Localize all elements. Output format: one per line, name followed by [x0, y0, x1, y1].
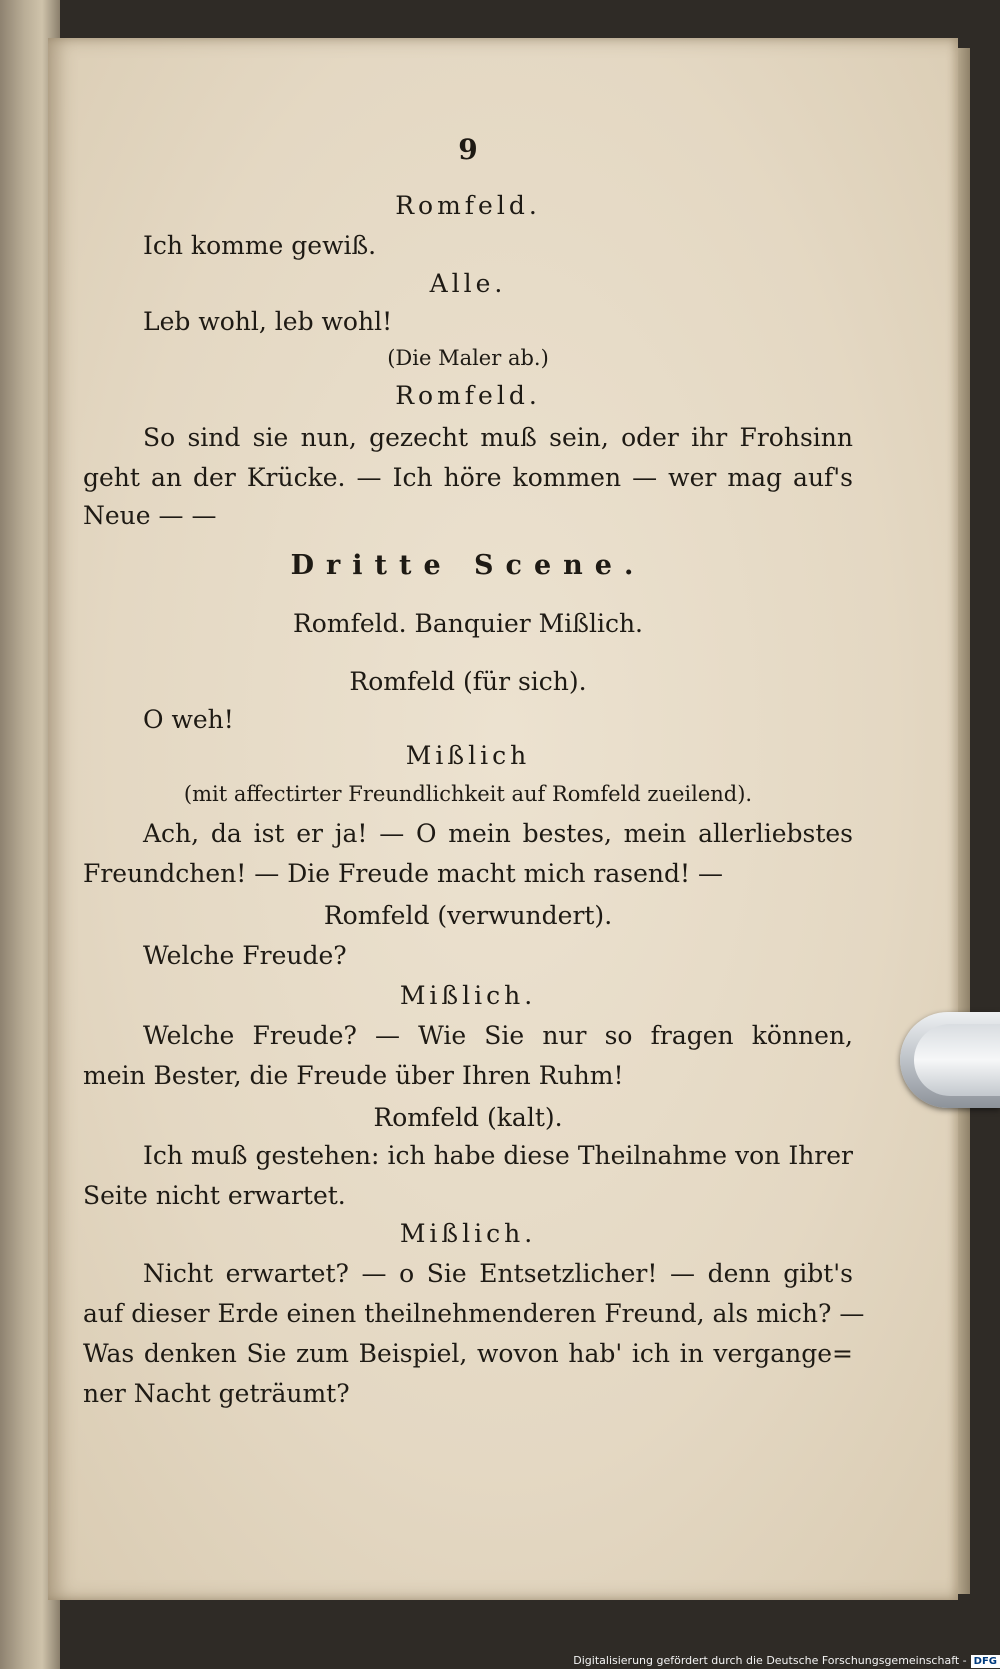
speaker-heading: Mißlich [405, 741, 531, 770]
speaker-heading: Romfeld (für sich). [349, 667, 587, 696]
dialogue-line: mein Bester, die Freude über Ihren Ruhm! [83, 1061, 624, 1090]
dialogue-line: O weh! [143, 705, 234, 734]
dialogue-line: Welche Freude? [143, 941, 347, 970]
page-number: 9 [458, 133, 478, 166]
dialogue-line: geht an der Krücke. — Ich höre kommen — wer mag auf's [83, 463, 853, 492]
dialogue-line: Ach, da ist er ja! — O mein bestes, mein allerliebstes [143, 819, 853, 848]
speaker-heading: Mißlich. [399, 1219, 537, 1248]
digitization-credit [560, 1652, 1000, 1669]
page-stack-edge [958, 48, 970, 1594]
dialogue-line: ner Nacht geträumt? [83, 1379, 350, 1408]
stage-direction: (mit affectirter Freundlichkeit auf Romfeld zueilend). [183, 782, 753, 806]
dialogue-line: Seite nicht erwartet. [83, 1181, 346, 1210]
dialogue-line: Welche Freude? — Wie Sie nur so fragen können, [143, 1021, 853, 1050]
speaker-heading: Romfeld. [395, 381, 541, 410]
dialogue-line: Neue — — [83, 501, 217, 530]
stage-direction: (Die Maler ab.) [387, 346, 549, 370]
credit-text: Digitalisierung gefördert durch die Deutsche Forschungsgemeinschaft - [573, 1654, 967, 1667]
dialogue-line: Freundchen! — Die Freude macht mich rasend! — [83, 859, 723, 888]
dialogue-line: Nicht erwartet? — o Sie Entsetzlicher! — denn gibt's [143, 1259, 853, 1288]
speaker-heading: Romfeld (kalt). [373, 1103, 563, 1132]
scene-heading: Dritte Scene. [290, 550, 646, 581]
speaker-heading: Romfeld (verwundert). [323, 901, 613, 930]
speaker-heading: Mißlich. [399, 981, 537, 1010]
page-clip-highlight [914, 1024, 1000, 1096]
character-list: Romfeld. Banquier Mißlich. [292, 609, 644, 638]
dialogue-line: Ich muß gestehen: ich habe diese Theilnahme von Ihrer [143, 1141, 853, 1170]
dialogue-line: Ich komme gewiß. [143, 231, 377, 260]
dialogue-line: Was denken Sie zum Beispiel, wovon hab' ich in vergange= [83, 1339, 853, 1368]
dialogue-line: So sind sie nun, gezecht muß sein, oder ihr Frohsinn [143, 423, 853, 452]
speaker-heading: Romfeld. [395, 191, 541, 220]
dialogue-line: auf dieser Erde einen theilnehmenderen Freund, als mich? — [83, 1299, 865, 1328]
speaker-heading: Alle. [429, 269, 507, 298]
dialogue-line: Leb wohl, leb wohl! [143, 307, 393, 336]
dfg-logo: DFG [971, 1655, 1000, 1668]
